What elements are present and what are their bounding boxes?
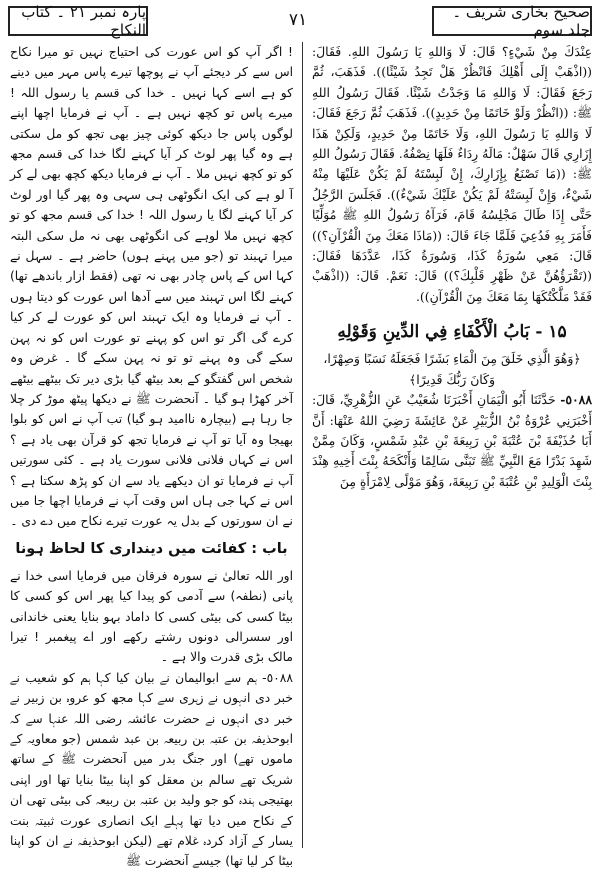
- column-divider: [302, 42, 303, 848]
- urdu-paragraph-3: ٥٠٨٨- ہم سے ابوالیمان نے بیان کیا کہا ہم کو شعیب نے خبر دی انہوں نے زہری سے کہا مجھ کو عروہ بن زبیر نے خبر دی انہوں نے حضرت عائشہ رضی اللہ عنہا سے کہ ابوحذیفہ بن عتبہ بن ربیعہ بن عبد شمس (جو معاویہ کے ماموں تھے) اور جنگ بدر میں آنحضرت ﷺ کے ساتھ شریک تھے سالم بن معقل کو اپنا بیٹا بنایا تھا اور اپنی بھتیجی ہندہ کو جو ولید بن عتبہ بن ربیعہ کی بیٹی تھی ان کے نکاح میں دیا تھا پہلے ایک انصاری عورت ثبیتہ بنت یسار کے آزاد کردہ غلام تھے (لیکن ابوحذیفہ نے ان کو اپنا بیٹا کر لیا تھا) جیسے آنحضرت ﷺ: [10, 670, 293, 869]
- arabic-hadith-text: حَدَّثَنَا أَبُو الْيَمَانِ أَخْبَرَنَا شُعَيْبٌ عَنِ الزُّهْرِيِّ، قَالَ: أَخْبَرَنِي عُرْوَةُ بْنُ الزُّبَيْرِ عَنْ عَائِشَةَ رَضِيَ اللهُ عَنْهَا: أَنَّ أَبَا حُذَيْفَةَ بْنَ عُتْبَةَ بْنِ رَبِيعَةَ بْنِ عَبْدِ شَمْسٍ، وَكَانَ مِمَّنْ شَهِدَ بَدْرًا مَعَ النَّبِيِّ ﷺ تَبَنَّى سَالِمًا وَأَنْكَحَهُ بِنْتَ أَخِيهِ هِنْدَ بِنْتَ الْوَلِيدِ بْنِ عُتْبَةَ بْنِ رَبِيعَةَ، وَهُوَ مَوْلًى لِامْرَأَةٍ مِنَ: [312, 392, 592, 489]
- arabic-paragraph-1: عِنْدَكَ مِنْ شَيْءٍ؟ قَالَ: لَا وَاللهِ يَا رَسُولَ اللهِ. فَقَالَ: ((اذْهَبْ إِلَى أَهْلِكَ فَانْظُرْ هَلْ تَجِدُ شَيْئًا)). فَذَهَبَ، ثُمَّ رَجَعَ فَقَالَ: لَا وَاللهِ مَا وَجَدْتُ شَيْئًا. فَقَالَ رَسُولُ اللهِ ﷺ: ((انْظُرْ وَلَوْ خَاتَمًا مِنْ حَدِيدٍ)). فَذَهَبَ ثُمَّ رَجَعَ فَقَالَ: لَا وَاللهِ يَا رَسُولَ اللهِ، وَلَا خَاتَمًا مِنْ حَدِيدٍ، وَلَكِنْ هَذَا إِزَارِي قَالَ سَهْلٌ: مَالَهُ رِدَاءٌ فَلَهَا نِصْفُهُ. فَقَالَ رَسُولُ اللهِ ﷺ: ((مَا تَصْنَعُ بِإِزَارِكَ، إِنْ لَبِسْتَهُ لَمْ يَكُنْ عَلَيْهَا مِنْهُ شَيْءٌ، وَإِنْ لَبِسَتْهُ لَمْ يَكُنْ عَلَيْكَ شَيْءٌ)). فَجَلَسَ الرَّجُلُ حَتَّى إِذَا طَالَ مَجْلِسُهُ قَامَ، فَرَآهُ رَسُولُ اللهِ ﷺ مُوَلِّيًا فَأَمَرَ بِهِ فَدُعِيَ فَلَمَّا جَاءَ قَالَ: ((مَاذَا مَعَكَ مِنَ الْقُرْآنِ؟)) قَالَ: مَعِي سُورَةُ كَذَا، وَسُورَةُ كَذَا، عَدَّدَهَا فَقَالَ: ((تَقْرَؤُهُنَّ عَنْ ظَهْرِ قَلْبِكَ؟)) قَالَ: نَعَمْ. قَالَ: ((اذْهَبْ فَقَدْ مَلَّكْتُكَهَا بِمَا مَعَكَ مِنَ الْقُرْآنِ)).: [312, 44, 592, 304]
- urdu-paragraph-2: اور اللہ تعالیٰ نے سورہ فرقان میں فرمایا اسی خدا نے پانی (نطفہ) سے آدمی کو پیدا کیا پھر اس کو کسی کا بیٹا کسی کی بیٹی کسی کا داماد بہو بنایا یعنی خاندانی اور سسرالی دونوں رشتے رکھے اور اے پیغمبر ! تیرا مالک بڑی قدرت والا ہے ۔: [10, 568, 293, 665]
- arabic-column: [312, 42, 592, 848]
- book-title-box: [432, 3, 592, 39]
- urdu-column: [10, 42, 293, 869]
- arabic-chapter-heading: ۱۵ - بَابُ الْأَكْفَاءِ فِي الدِّينِ وَقَوْلِهِ: [337, 322, 567, 343]
- hadith-number: ٥٠٨٨-: [560, 392, 592, 408]
- book-title: صحیح بخاری شریف ۔ جلد سوم: [452, 3, 590, 39]
- page-number: ۷۱: [288, 10, 308, 30]
- page-header: [8, 3, 592, 39]
- arabic-paragraph-2: [312, 390, 592, 492]
- section-title: پارہ نمبر ۲۱ ۔ کتاب النکاح: [21, 3, 146, 39]
- arabic-verse: ﴿وَهُوَ الَّذِي خَلَقَ مِنَ الْمَاءِ بَشَرًا فَجَعَلَهُ نَسَبًا وَصِهْرًا، وَكَانَ رَبُّكَ قَدِيرًا﴾: [323, 351, 581, 387]
- section-title-box: [8, 3, 148, 39]
- urdu-paragraph-1: ! اگر آپ کو اس عورت کی احتیاج نہیں تو میرا نکاح اس سے کر دیجئے آپ نے پوچھا تیرے پاس مہر میں دینے کو ہے اسے کہا نہیں ۔ خدا کی قسم یا رسول اللہ ! میرے پاس تو کچھ نہیں ہے ۔ آپ نے فرمایا اچھا اپنے لوگوں پاس جا دیکھ کوئی چیز بھی تجھ کو مل سکتی ہے وہ گیا پھر لوٹ کر آیا کہنے لگا خدا کی قسم مجھ کو تو کچھ نہیں ملا ۔ آپ نے فرمایا دیکھ کچھ بھی لے کر آ لو ہے کی ایک انگوٹھی ہی سہی وہ پھر گیا اور لوٹ کر آیا کہنے لگا یا رسول اللہ ! خدا کی قسم مجھ کو تو کچھ نہیں ملا لوہے کی انگوٹھی بھی نہ مل سکی البتہ میرا تہبند تو (جو میں پہنے ہوں) حاضر ہے ۔ سہل نے کہا اس کے پاس چادر بھی نہ تھی (فقط ازار باندھے تھا) کہنے لگا اس تہبند میں سے آدھا اس عورت کو دیتا ہوں ۔ آپ نے فرمایا وہ ایک تہبند اس کو عورت لے کر کیا کرے گی اگر تو اس کو پہنے تو عورت اس کو نہ پہن سکے گی وہ پہنے تو تو نہ پہن سکے گا ۔ غرض وہ شخص اس گفتگو کے بعد بیٹھ گیا بڑی دیر تک بیٹھے بیٹھے آخر کھڑا ہو گیا ۔ آنحضرت ﷺ نے دیکھا پیٹھ موڑ کر چلا جا رہا ہے (بیچارہ ناامید ہو گیا) تب آپ نے اس کو بلوا بھیجا وہ آیا تو آپ نے فرمایا تجھ کو قرآن بھی یاد ہے ؟ اس نے کہاں فلانی فلانی سورت یاد ہے ۔ کئی سورتیں آپ نے فرمایا تو ان دیکھے یاد سے ان کو پڑھ سکتا ہے ؟ اس نے کہا جی ہاں اس وقت آپ نے فرمایا اچھا جا میں نے ان سورتوں کے بدل یہ عورت تیرے نکاح میں دے دی ۔: [10, 45, 293, 529]
- urdu-chapter-title: باب : کفائت میں دینداری کا لحاظ ہونا: [15, 540, 288, 557]
